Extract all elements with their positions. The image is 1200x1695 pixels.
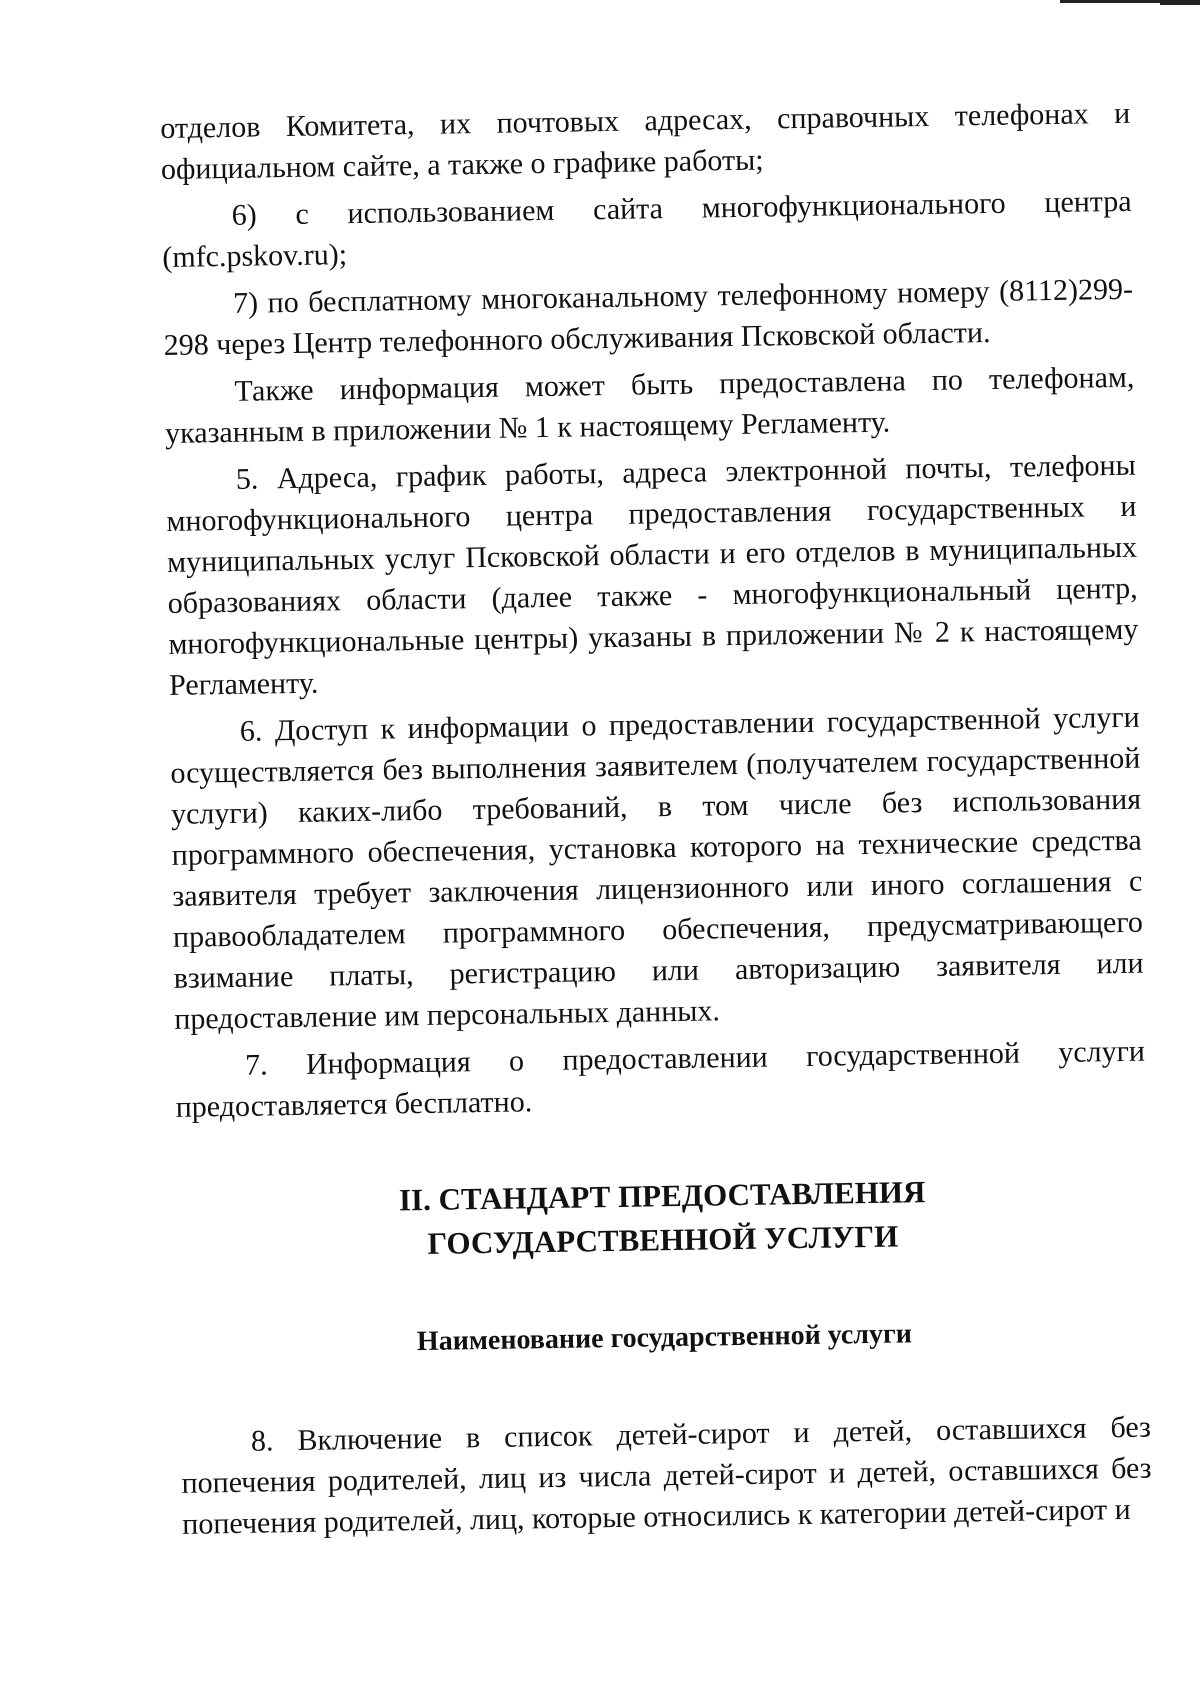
paragraph-phones: Также информация может быть предоставлена по телефонам, указанным в приложении № 1 к настоящему Регламенту. — [164, 360, 1135, 450]
paragraph-contacts-cont: отделов Комитета, их почтовых адресах, справочных телефонах и официальном сайте, а также о графике работы; — [160, 96, 1131, 186]
paragraph-item-6: 6) с использованием сайта многофункционального центра (mfc.pskov.ru); — [162, 184, 1132, 274]
paragraph-clause-6: 6. Доступ к информации о предоставлении государственной услуги осуществляется без выполнения заявителем (получателем государственной услуги) каких-либо требований, в том числе без использования программного обеспечения, установка которого на технические средства заявителя требует заключения лицензионного или иного соглашения с правообладателем программного обеспечения, предусматривающего взимание платы, регистрацию или авторизацию заявителя или предоставление им персональных данных. — [170, 700, 1144, 1036]
paragraph-clause-8: 8. Включение в список детей-сирот и детей, оставшихся без попечения родителей, лиц из числа детей-сирот и детей, оставшихся без попечения родителей, лиц, которые относились к категории детей-сирот и — [181, 1410, 1152, 1541]
paragraph-clause-5: 5. Адреса, график работы, адреса электронной почты, телефоны многофункционального центра предоставления государственных и муниципальных услуг Псковской области и его отделов в муниципальных образованиях области (далее также - многофункциональный центр, многофункциональные центры) указаны в приложении № 2 к настоящему Регламенту. — [166, 448, 1139, 702]
document-page — [160, 93, 1153, 1551]
section-heading-line1: II. СТАНДАРТ ПРЕДОСТАВЛЕНИЯ — [398, 1174, 926, 1218]
subheading: Наименование государственной услуги — [416, 1318, 913, 1358]
paragraph-item-7: 7) по бесплатному многоканальному телефонному номеру (8112)299-298 через Центр телефонного обслуживания Псковской области. — [163, 272, 1134, 362]
section-heading — [177, 1167, 1148, 1270]
section-heading-line2: ГОСУДАРСТВЕННОЙ УСЛУГИ — [427, 1218, 899, 1261]
paragraph-clause-7: 7. Информация о предоставлении государственной услуги предоставляется бесплатно. — [175, 1034, 1146, 1124]
scan-edge-mark — [1060, 0, 1200, 3]
